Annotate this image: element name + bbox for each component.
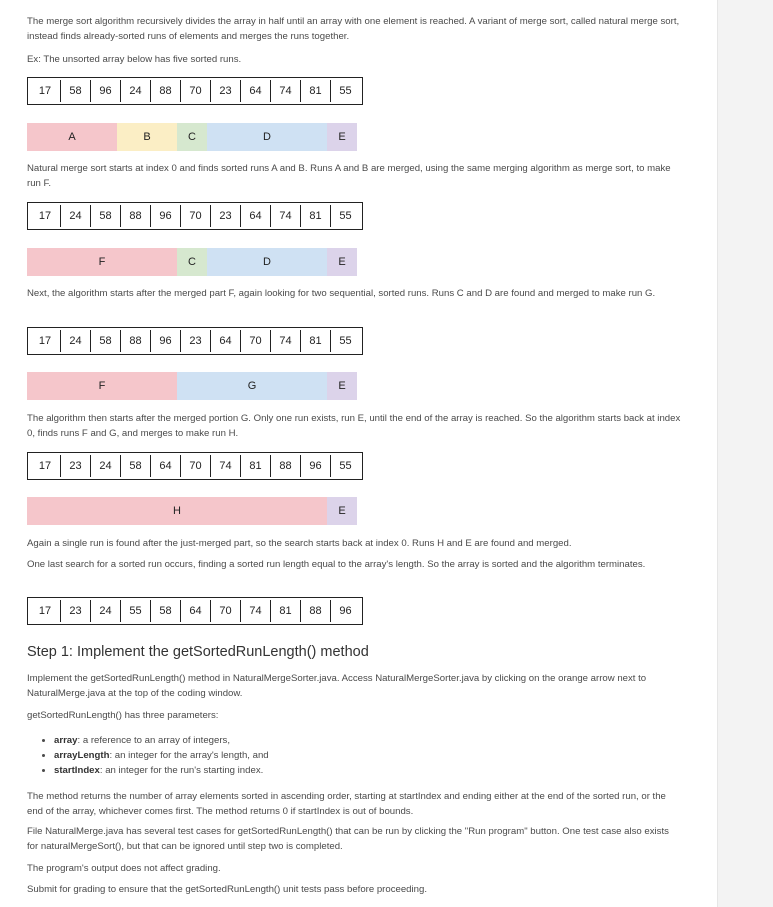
array-cell: 55 (330, 330, 360, 352)
array-cell: 81 (300, 205, 330, 227)
step-1-paragraph-1: Implement the getSortedRunLength() method in NaturalMergeSorter.java. Access NaturalMergeSorter.java by clicking on the orange arrow next to NaturalMerge.java at the top of the coding window. (27, 673, 647, 699)
array-cell: 23 (180, 330, 210, 352)
array-cell: 88 (150, 80, 180, 102)
array-cell: 74 (270, 205, 300, 227)
array-cell: 88 (120, 205, 150, 227)
array-cell: 96 (90, 80, 120, 102)
array-cell: 55 (120, 600, 150, 622)
step-1-paragraph-4: File NaturalMerge.java has several test cases for getSortedRunLength() that can be run by clicking the "Run program" button. One test case also exists for naturalMergeSort(), but that can be ignored until step two is completed. (27, 826, 669, 852)
array-cell: 96 (330, 600, 360, 622)
array-diagram-sorted (27, 597, 363, 625)
array-cell: 70 (180, 205, 210, 227)
array-cell: 58 (90, 205, 120, 227)
runs-diagram-1 (27, 123, 357, 151)
array-cell: 58 (60, 80, 90, 102)
run-segment-d: D (207, 248, 327, 276)
array-cell: 58 (90, 330, 120, 352)
array-cell: 96 (300, 455, 330, 477)
array-cell: 55 (330, 455, 360, 477)
array-cell: 24 (60, 205, 90, 227)
array-cell: 74 (240, 600, 270, 622)
array-cell: 70 (180, 80, 210, 102)
explanation-paragraph-3: The algorithm then starts after the merged portion G. Only one run exists, run E, until the end of the array is reached. So the algorithm starts back at index 0, finds runs F and G, and merges to make run H. (27, 413, 681, 439)
array-cell: 74 (210, 455, 240, 477)
step-1-paragraph-2: getSortedRunLength() has three parameters: (27, 710, 219, 721)
run-segment-c: C (177, 248, 207, 276)
run-segment-e: E (327, 497, 357, 525)
array-diagram-3 (27, 327, 363, 355)
array-diagram-4 (27, 452, 363, 480)
run-segment-c: C (177, 123, 207, 151)
example-caption: Ex: The unsorted array below has five sorted runs. (27, 54, 242, 65)
run-segment-d: D (207, 123, 327, 151)
run-segment-h: H (27, 497, 327, 525)
array-cell: 88 (270, 455, 300, 477)
array-cell: 64 (180, 600, 210, 622)
list-item: • startIndex: an integer for the run's starting index. (54, 763, 554, 778)
run-segment-a: A (27, 123, 117, 151)
runs-diagram-4 (27, 497, 357, 525)
run-segment-f: F (27, 248, 177, 276)
array-cell: 81 (270, 600, 300, 622)
array-cell: 17 (38, 460, 52, 472)
array-cell: 64 (150, 455, 180, 477)
explanation-paragraph-4: Again a single run is found after the just-merged part, so the search starts back at index 0. Runs H and E are found and merged. (27, 538, 572, 549)
run-segment-e: E (327, 123, 357, 151)
array-cell: 81 (300, 330, 330, 352)
run-segment-e: E (327, 248, 357, 276)
step-1-paragraph-6: Submit for grading to ensure that the getSortedRunLength() unit tests pass before proceeding. (27, 884, 427, 895)
array-cell: 17 (38, 85, 52, 97)
array-cell: 17 (38, 335, 52, 347)
list-item: • arrayLength: an integer for the array's length, and (54, 748, 554, 763)
list-item: • array: a reference to an array of integers, (54, 733, 554, 748)
array-cell: 64 (240, 205, 270, 227)
runs-diagram-3 (27, 372, 357, 400)
array-cell: 17 (38, 210, 52, 222)
array-cell: 88 (120, 330, 150, 352)
array-cell: 24 (60, 330, 90, 352)
run-segment-g: G (177, 372, 327, 400)
array-cell: 74 (270, 330, 300, 352)
array-cell: 70 (240, 330, 270, 352)
array-cell: 81 (300, 80, 330, 102)
parameter-list (38, 733, 554, 778)
step-1-heading: Step 1: Implement the getSortedRunLength() method (27, 644, 369, 660)
array-cell: 58 (120, 455, 150, 477)
explanation-paragraph-1: Natural merge sort starts at index 0 and finds sorted runs A and B. Runs A and B are merged, using the same merging algorithm as merge sort, to make run F. (27, 163, 671, 189)
array-cell: 58 (150, 600, 180, 622)
array-diagram-2 (27, 202, 363, 230)
array-cell: 55 (330, 205, 360, 227)
explanation-paragraph-5: One last search for a sorted run occurs, finding a sorted run length equal to the array's length. So the array is sorted and the algorithm terminates. (27, 559, 646, 570)
array-cell: 96 (150, 330, 180, 352)
array-cell: 23 (210, 80, 240, 102)
step-1-paragraph-5: The program's output does not affect grading. (27, 863, 221, 874)
array-cell: 70 (210, 600, 240, 622)
array-diagram-1 (27, 77, 363, 105)
run-segment-b: B (117, 123, 177, 151)
array-cell: 64 (210, 330, 240, 352)
array-cell: 24 (90, 600, 120, 622)
array-cell: 70 (180, 455, 210, 477)
runs-diagram-2 (27, 248, 357, 276)
array-cell: 88 (300, 600, 330, 622)
array-cell: 24 (120, 80, 150, 102)
run-segment-e: E (327, 372, 357, 400)
array-cell: 81 (240, 455, 270, 477)
side-panel (717, 0, 773, 907)
intro-paragraph: The merge sort algorithm recursively divides the array in half until an array with one element is reached. A variant of merge sort, called natural merge sort, instead finds already-sorted runs of elements and merges the runs together. (27, 16, 680, 42)
array-cell: 24 (90, 455, 120, 477)
array-cell: 17 (38, 605, 52, 617)
array-cell: 23 (60, 600, 90, 622)
array-cell: 23 (60, 455, 90, 477)
step-1-paragraph-3: The method returns the number of array elements sorted in ascending order, starting at startIndex and ending either at the end of the sorted run, or the end of the array, whichever comes first. The method returns 0 if startIndex is out of bounds. (27, 791, 666, 817)
array-cell: 74 (270, 80, 300, 102)
array-cell: 96 (150, 205, 180, 227)
array-cell: 23 (210, 205, 240, 227)
array-cell: 64 (240, 80, 270, 102)
run-segment-f: F (27, 372, 177, 400)
explanation-paragraph-2: Next, the algorithm starts after the merged part F, again looking for two sequential, sorted runs. Runs C and D are found and merged to make run G. (27, 288, 656, 299)
array-cell: 55 (330, 80, 360, 102)
